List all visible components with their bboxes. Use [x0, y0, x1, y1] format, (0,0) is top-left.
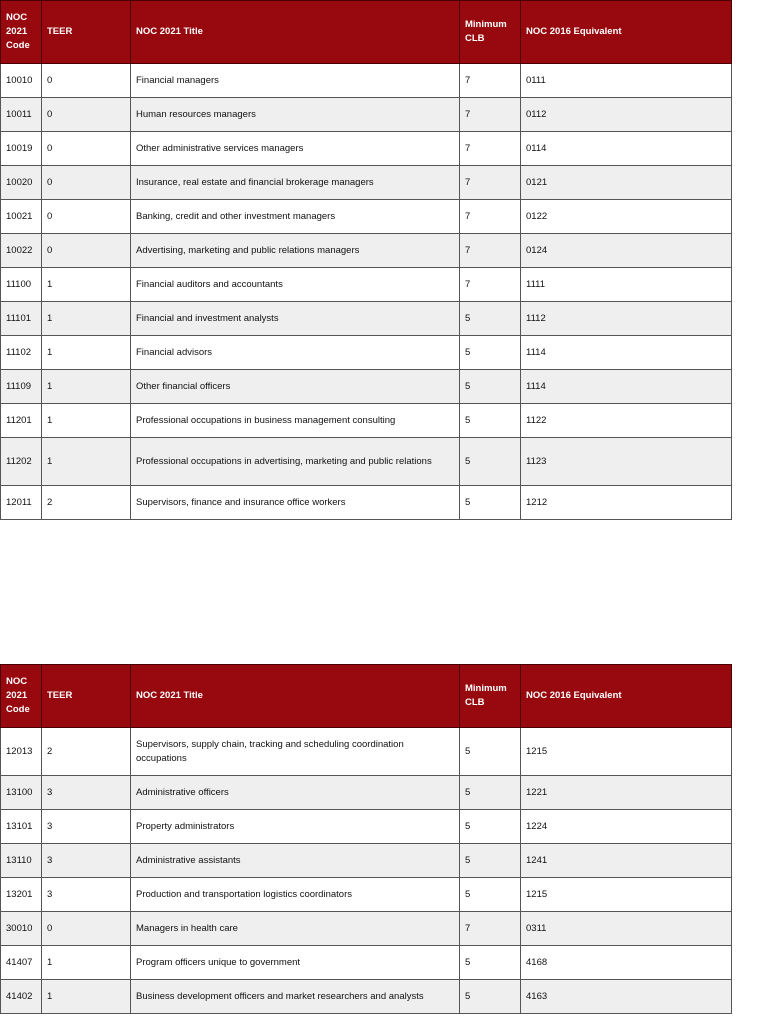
cell-noc-code: 11100 — [1, 268, 42, 302]
cell-title: Supervisors, finance and insurance office workers — [131, 486, 460, 520]
cell-noc-2016: 0122 — [521, 200, 732, 234]
cell-title: Other financial officers — [131, 370, 460, 404]
table-row — [1, 64, 732, 98]
cell-noc-code: 11109 — [1, 370, 42, 404]
cell-noc-2016: 1215 — [521, 878, 732, 912]
header-noc-2016: NOC 2016 Equivalent — [521, 665, 732, 728]
cell-min-clb: 5 — [460, 776, 521, 810]
cell-noc-2016: 1114 — [521, 336, 732, 370]
cell-noc-code: 11102 — [1, 336, 42, 370]
cell-teer: 0 — [42, 98, 131, 132]
header-min-clb: Minimum CLB — [460, 1, 521, 64]
cell-title: Administrative officers — [131, 776, 460, 810]
cell-min-clb: 5 — [460, 486, 521, 520]
cell-title: Financial managers — [131, 64, 460, 98]
cell-noc-2016: 1123 — [521, 438, 732, 486]
header-title: NOC 2021 Title — [131, 1, 460, 64]
table-row — [1, 98, 732, 132]
cell-noc-code: 12013 — [1, 728, 42, 776]
cell-noc-2016: 1212 — [521, 486, 732, 520]
table-row — [1, 370, 732, 404]
cell-title: Advertising, marketing and public relations managers — [131, 234, 460, 268]
table-row — [1, 166, 732, 200]
header-teer: TEER — [42, 1, 131, 64]
table-row — [1, 200, 732, 234]
table-row — [1, 404, 732, 438]
cell-title: Property administrators — [131, 810, 460, 844]
noc-table-1 — [0, 0, 732, 520]
cell-min-clb: 7 — [460, 132, 521, 166]
cell-noc-code: 10021 — [1, 200, 42, 234]
cell-noc-code: 13201 — [1, 878, 42, 912]
cell-noc-2016: 1114 — [521, 370, 732, 404]
cell-noc-2016: 1215 — [521, 728, 732, 776]
header-min-clb: Minimum CLB — [460, 665, 521, 728]
cell-title: Business development officers and market researchers and analysts — [131, 980, 460, 1014]
cell-title: Managers in health care — [131, 912, 460, 946]
table-row — [1, 776, 732, 810]
cell-teer: 1 — [42, 404, 131, 438]
cell-min-clb: 5 — [460, 302, 521, 336]
table-row — [1, 336, 732, 370]
table-header-row — [1, 665, 732, 728]
cell-noc-code: 41407 — [1, 946, 42, 980]
cell-noc-code: 10022 — [1, 234, 42, 268]
cell-teer: 0 — [42, 132, 131, 166]
cell-teer: 2 — [42, 486, 131, 520]
cell-noc-2016: 0124 — [521, 234, 732, 268]
cell-min-clb: 7 — [460, 98, 521, 132]
cell-min-clb: 7 — [460, 234, 521, 268]
cell-noc-2016: 0311 — [521, 912, 732, 946]
noc-table-2 — [0, 664, 732, 1014]
cell-title: Administrative assistants — [131, 844, 460, 878]
header-noc-code: NOC 2021 Code — [1, 1, 42, 64]
cell-teer: 3 — [42, 878, 131, 912]
cell-title: Program officers unique to government — [131, 946, 460, 980]
table-row — [1, 438, 732, 486]
cell-min-clb: 7 — [460, 912, 521, 946]
cell-title: Production and transportation logistics coordinators — [131, 878, 460, 912]
cell-min-clb: 5 — [460, 404, 521, 438]
header-title: NOC 2021 Title — [131, 665, 460, 728]
cell-teer: 0 — [42, 200, 131, 234]
table-row — [1, 912, 732, 946]
cell-title: Financial advisors — [131, 336, 460, 370]
cell-noc-2016: 1221 — [521, 776, 732, 810]
cell-noc-2016: 0121 — [521, 166, 732, 200]
cell-title: Banking, credit and other investment managers — [131, 200, 460, 234]
cell-noc-code: 10019 — [1, 132, 42, 166]
cell-noc-2016: 0112 — [521, 98, 732, 132]
cell-title: Human resources managers — [131, 98, 460, 132]
table-row — [1, 844, 732, 878]
cell-teer: 1 — [42, 268, 131, 302]
cell-min-clb: 5 — [460, 844, 521, 878]
cell-min-clb: 7 — [460, 166, 521, 200]
cell-min-clb: 5 — [460, 336, 521, 370]
cell-teer: 0 — [42, 912, 131, 946]
table-row — [1, 132, 732, 166]
header-noc-code: NOC 2021 Code — [1, 665, 42, 728]
cell-teer: 2 — [42, 728, 131, 776]
cell-min-clb: 5 — [460, 878, 521, 912]
cell-teer: 0 — [42, 234, 131, 268]
cell-noc-code: 10011 — [1, 98, 42, 132]
cell-teer: 1 — [42, 946, 131, 980]
cell-min-clb: 5 — [460, 728, 521, 776]
cell-noc-2016: 1241 — [521, 844, 732, 878]
cell-noc-code: 13100 — [1, 776, 42, 810]
cell-title: Insurance, real estate and financial brokerage managers — [131, 166, 460, 200]
table-row — [1, 268, 732, 302]
cell-title: Other administrative services managers — [131, 132, 460, 166]
cell-teer: 3 — [42, 776, 131, 810]
cell-noc-2016: 0114 — [521, 132, 732, 166]
cell-teer: 1 — [42, 370, 131, 404]
cell-title: Financial auditors and accountants — [131, 268, 460, 302]
cell-teer: 0 — [42, 166, 131, 200]
table-row — [1, 234, 732, 268]
header-teer: TEER — [42, 665, 131, 728]
cell-teer: 0 — [42, 64, 131, 98]
cell-min-clb: 7 — [460, 200, 521, 234]
cell-min-clb: 5 — [460, 438, 521, 486]
cell-min-clb: 5 — [460, 980, 521, 1014]
cell-noc-code: 30010 — [1, 912, 42, 946]
cell-noc-code: 11101 — [1, 302, 42, 336]
cell-noc-2016: 0111 — [521, 64, 732, 98]
cell-noc-2016: 4168 — [521, 946, 732, 980]
cell-noc-2016: 1112 — [521, 302, 732, 336]
cell-teer: 3 — [42, 844, 131, 878]
table-row — [1, 302, 732, 336]
cell-noc-code: 41402 — [1, 980, 42, 1014]
cell-title: Financial and investment analysts — [131, 302, 460, 336]
cell-noc-2016: 1122 — [521, 404, 732, 438]
table-row — [1, 946, 732, 980]
cell-min-clb: 7 — [460, 268, 521, 302]
cell-teer: 1 — [42, 302, 131, 336]
cell-noc-code: 10010 — [1, 64, 42, 98]
cell-noc-code: 10020 — [1, 166, 42, 200]
cell-min-clb: 5 — [460, 810, 521, 844]
cell-title: Professional occupations in business management consulting — [131, 404, 460, 438]
header-noc-2016: NOC 2016 Equivalent — [521, 1, 732, 64]
cell-noc-code: 11201 — [1, 404, 42, 438]
cell-teer: 1 — [42, 980, 131, 1014]
cell-noc-code: 13110 — [1, 844, 42, 878]
table-row — [1, 728, 732, 776]
cell-noc-code: 11202 — [1, 438, 42, 486]
cell-min-clb: 7 — [460, 64, 521, 98]
cell-teer: 3 — [42, 810, 131, 844]
table-header-row — [1, 1, 732, 64]
cell-noc-code: 12011 — [1, 486, 42, 520]
cell-noc-2016: 4163 — [521, 980, 732, 1014]
cell-teer: 1 — [42, 438, 131, 486]
table-row — [1, 980, 732, 1014]
cell-noc-2016: 1224 — [521, 810, 732, 844]
table-row — [1, 878, 732, 912]
cell-noc-code: 13101 — [1, 810, 42, 844]
cell-noc-2016: 1111 — [521, 268, 732, 302]
cell-min-clb: 5 — [460, 946, 521, 980]
table-row — [1, 486, 732, 520]
cell-min-clb: 5 — [460, 370, 521, 404]
cell-teer: 1 — [42, 336, 131, 370]
cell-title: Professional occupations in advertising, marketing and public relations — [131, 438, 460, 486]
cell-title: Supervisors, supply chain, tracking and scheduling coordination occupations — [131, 728, 460, 776]
table-row — [1, 810, 732, 844]
